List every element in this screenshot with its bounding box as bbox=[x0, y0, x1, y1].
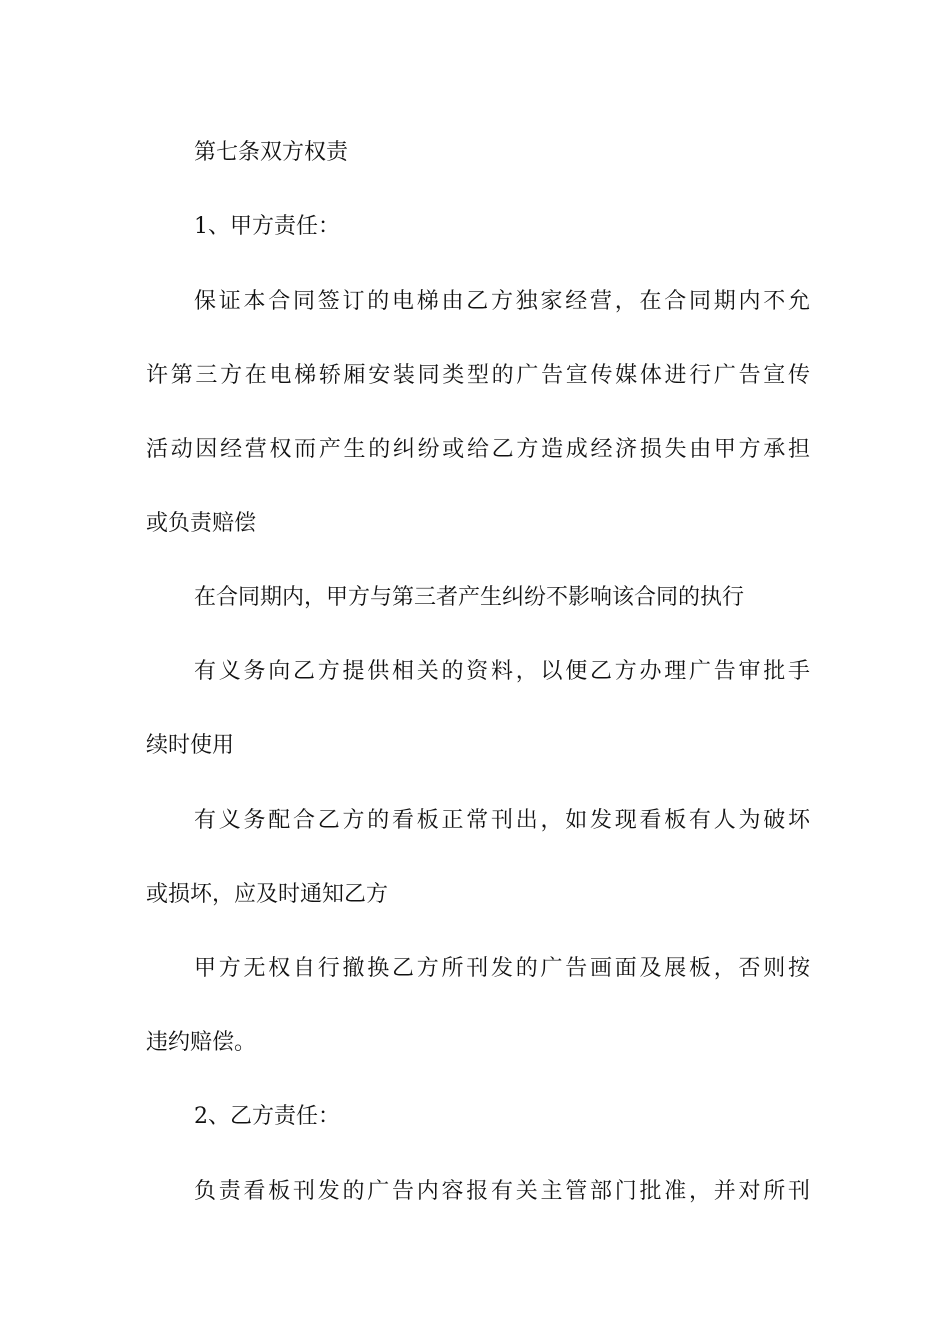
paragraph-line: 或损坏，应及时通知乙方 bbox=[146, 882, 389, 907]
paragraph-line: 在合同期内，甲方与第三者产生纠纷不影响该合同的执行 bbox=[194, 585, 745, 610]
party-b-heading: 2、乙方责任： bbox=[194, 1104, 340, 1129]
paragraph-line: 或负责赔偿 bbox=[146, 511, 257, 536]
paragraph-line: 违约赔偿。 bbox=[146, 1030, 257, 1055]
paragraph-line: 甲方无权自行撤换乙方所刊发的广告画面及展板，否则按 bbox=[194, 956, 810, 981]
section-heading: 第七条双方权责 bbox=[194, 140, 349, 165]
paragraph-line: 活动因经营权而产生的纠纷或给乙方造成经济损失由甲方承担 bbox=[146, 437, 810, 462]
paragraph-line: 负责看板刊发的广告内容报有关主管部门批准，并对所刊 bbox=[194, 1179, 810, 1204]
paragraph-line: 有义务向乙方提供相关的资料，以便乙方办理广告审批手 bbox=[194, 659, 810, 684]
paragraph-line: 保证本合同签订的电梯由乙方独家经营，在合同期内不允 bbox=[194, 289, 810, 314]
paragraph-line: 许第三方在电梯轿厢安装同类型的广告宣传媒体进行广告宣传 bbox=[146, 363, 810, 388]
paragraph-line: 续时使用 bbox=[146, 733, 235, 758]
party-a-heading: 1、甲方责任： bbox=[194, 214, 340, 239]
paragraph-line: 有义务配合乙方的看板正常刊出，如发现看板有人为破坏 bbox=[194, 808, 810, 833]
